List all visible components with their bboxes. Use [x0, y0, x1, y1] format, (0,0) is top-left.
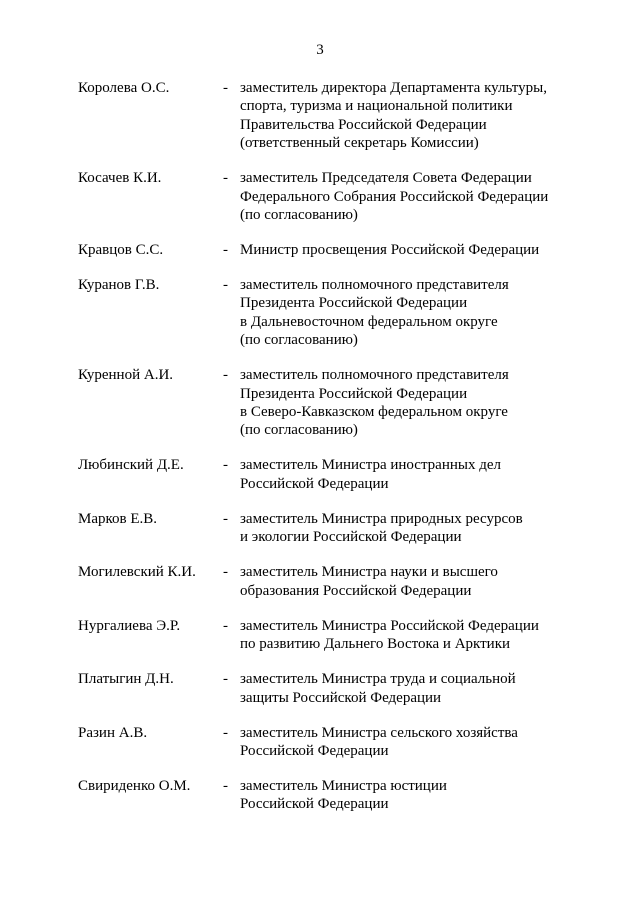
- position-line: заместитель Министра труда и социальной: [240, 671, 516, 688]
- position-line: (ответственный секретарь Комиссии): [240, 135, 479, 152]
- member-entry: [0, 366, 640, 440]
- position-line: Президента Российской Федерации: [240, 295, 468, 312]
- member-entry: [0, 79, 640, 153]
- member-position: [240, 724, 580, 761]
- position-line: защиты Российской Федерации: [240, 689, 442, 706]
- entry-spacer: [0, 547, 640, 564]
- member-position: [240, 617, 580, 654]
- member-position: [240, 366, 580, 440]
- entry-spacer: [0, 707, 640, 724]
- commission-member-list: [0, 79, 640, 814]
- member-position: [240, 777, 580, 814]
- position-line: Российской Федерации: [240, 742, 389, 759]
- position-line: Российской Федерации: [240, 796, 389, 813]
- separator-dash: -: [223, 777, 228, 794]
- member-name: Могилевский К.И.: [78, 564, 196, 581]
- position-line: (по согласованию): [240, 332, 358, 349]
- position-line: заместитель Министра юстиции: [240, 777, 447, 794]
- member-entry: [0, 456, 640, 493]
- member-position: [240, 276, 580, 350]
- separator-dash: -: [223, 617, 228, 634]
- member-entry: [0, 617, 640, 654]
- member-entry: [0, 241, 640, 259]
- entry-spacer: [0, 493, 640, 510]
- member-entry: [0, 169, 640, 224]
- entry-spacer: [0, 654, 640, 671]
- position-line: (по согласованию): [240, 422, 358, 439]
- member-name: Марков Е.В.: [78, 510, 158, 527]
- position-line: по развитию Дальнего Востока и Арктики: [240, 636, 511, 653]
- position-line: образования Российской Федерации: [240, 582, 472, 599]
- separator-dash: -: [223, 457, 228, 474]
- position-line: Федерального Собрания Российской Федерации: [240, 188, 549, 205]
- separator-dash: -: [223, 564, 228, 581]
- member-name: Куранов Г.В.: [78, 277, 160, 294]
- member-name: Нургалиева Э.Р.: [78, 617, 181, 634]
- separator-dash: -: [223, 242, 228, 259]
- position-line: заместитель Министра природных ресурсов: [240, 510, 523, 527]
- separator-dash: -: [223, 510, 228, 527]
- entry-spacer: [0, 153, 640, 170]
- separator-dash: -: [223, 170, 228, 187]
- member-position: [240, 510, 580, 547]
- position-line: заместитель Председателя Совета Федерации: [240, 170, 532, 187]
- member-position: [240, 169, 580, 224]
- position-line: в Северо-Кавказском федеральном округе: [240, 404, 508, 421]
- member-name: Разин А.В.: [78, 724, 148, 741]
- position-line: заместитель Министра науки и высшего: [240, 564, 498, 581]
- member-name: Королева О.С.: [78, 80, 170, 96]
- position-line: Российской Федерации: [240, 475, 389, 492]
- entry-spacer: [0, 350, 640, 367]
- member-name: Любинский Д.Е.: [78, 457, 184, 474]
- position-line: заместитель Министра сельского хозяйства: [240, 724, 518, 741]
- member-entry: [0, 510, 640, 547]
- member-name: Куренной А.И.: [78, 367, 174, 384]
- member-name: Платыгин Д.Н.: [78, 671, 174, 688]
- member-position: [240, 79, 580, 153]
- member-position: [240, 241, 580, 259]
- member-name: Кравцов С.С.: [78, 242, 164, 259]
- position-line: заместитель полномочного представителя: [240, 367, 509, 384]
- separator-dash: -: [223, 724, 228, 741]
- member-entry: [0, 777, 640, 814]
- position-line: спорта, туризма и национальной политики: [240, 98, 513, 115]
- position-line: Президента Российской Федерации: [240, 385, 468, 402]
- entry-spacer: [0, 259, 640, 276]
- position-line: заместитель директора Департамента культуры,: [240, 80, 547, 96]
- entry-spacer: [0, 224, 640, 241]
- position-line: Министр просвещения Российской Федерации: [240, 242, 540, 259]
- position-line: (по согласованию): [240, 207, 358, 224]
- position-line: заместитель Министра иностранных дел: [240, 457, 501, 474]
- member-entry: [0, 724, 640, 761]
- entry-spacer: [0, 600, 640, 617]
- member-entry: [0, 276, 640, 350]
- position-line: заместитель полномочного представителя: [240, 277, 509, 294]
- member-position: [240, 563, 580, 600]
- entry-spacer: [0, 760, 640, 777]
- member-name: Свириденко О.М.: [78, 777, 191, 794]
- position-line: Правительства Российской Федерации: [240, 116, 487, 133]
- member-position: [240, 670, 580, 707]
- member-position: [240, 456, 580, 493]
- position-line: и экологии Российской Федерации: [240, 529, 462, 546]
- separator-dash: -: [223, 80, 228, 96]
- member-entry: [0, 563, 640, 600]
- member-name: Косачев К.И.: [78, 170, 162, 187]
- page-number: 3: [316, 42, 324, 58]
- member-entry: [0, 670, 640, 707]
- separator-dash: -: [223, 277, 228, 294]
- position-line: в Дальневосточном федеральном округе: [240, 313, 498, 330]
- separator-dash: -: [223, 367, 228, 384]
- entry-spacer: [0, 440, 640, 457]
- separator-dash: -: [223, 671, 228, 688]
- position-line: заместитель Министра Российской Федерации: [240, 617, 539, 634]
